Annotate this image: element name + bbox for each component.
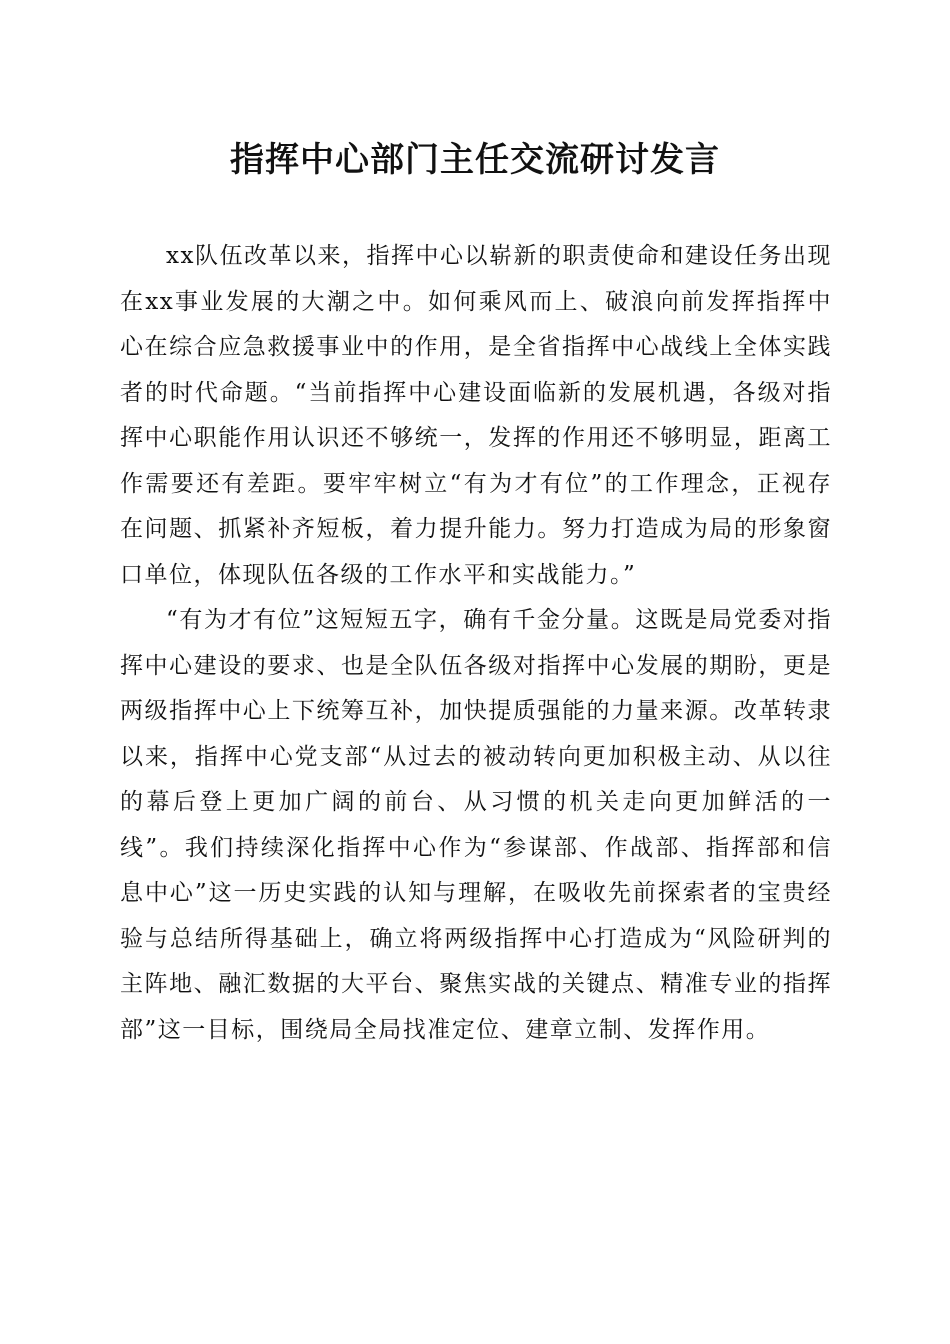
paragraph-2: “有为才有位”这短短五字，确有千金分量。这既是局党委对指挥中心建设的要求、也是全队伍各级对指挥中心发展的期盼，更是两级指挥中心上下统筹互补，加快提质强能的力量来源。改革转隶以来，指挥中心党支部“从过去的被动转向更加积极主动、从以往的幕后登上更加广阔的前台、从习惯的机关走向更加鲜活的一线”。我们持续深化指挥中心作为“参谋部、作战部、指挥部和信息中心”这一历史实践的认知与理解，在吸收先前探索者的宝贵经验与总结所得基础上，确立将两级指挥中心打造成为“风险研判的主阵地、融汇数据的大平台、聚焦实战的关键点、精准专业的指挥部”这一目标，围绕局全局找准定位、建章立制、发挥作用。 (120, 607, 832, 1043)
document-body (120, 234, 832, 1053)
document-title: 指挥中心部门主任交流研讨发言 (230, 140, 720, 180)
paragraph-1: xx队伍改革以来，指挥中心以崭新的职责使命和建设任务出现在xx事业发展的大潮之中。如何乘风而上、破浪向前发挥指挥中心在综合应急救援事业中的作用，是全省指挥中心战线上全体实践者的时代命题。“当前指挥中心建设面临新的发展机遇，各级对指挥中心职能作用认识还不够统一，发挥的作用还不够明显，距离工作需要还有差距。要牢牢树立“有为才有位”的工作理念，正视存在问题、抓紧补齐短板，着力提升能力。努力打造成为局的形象窗口单位，体现队伍各级的工作水平和实战能力。” (120, 243, 832, 588)
